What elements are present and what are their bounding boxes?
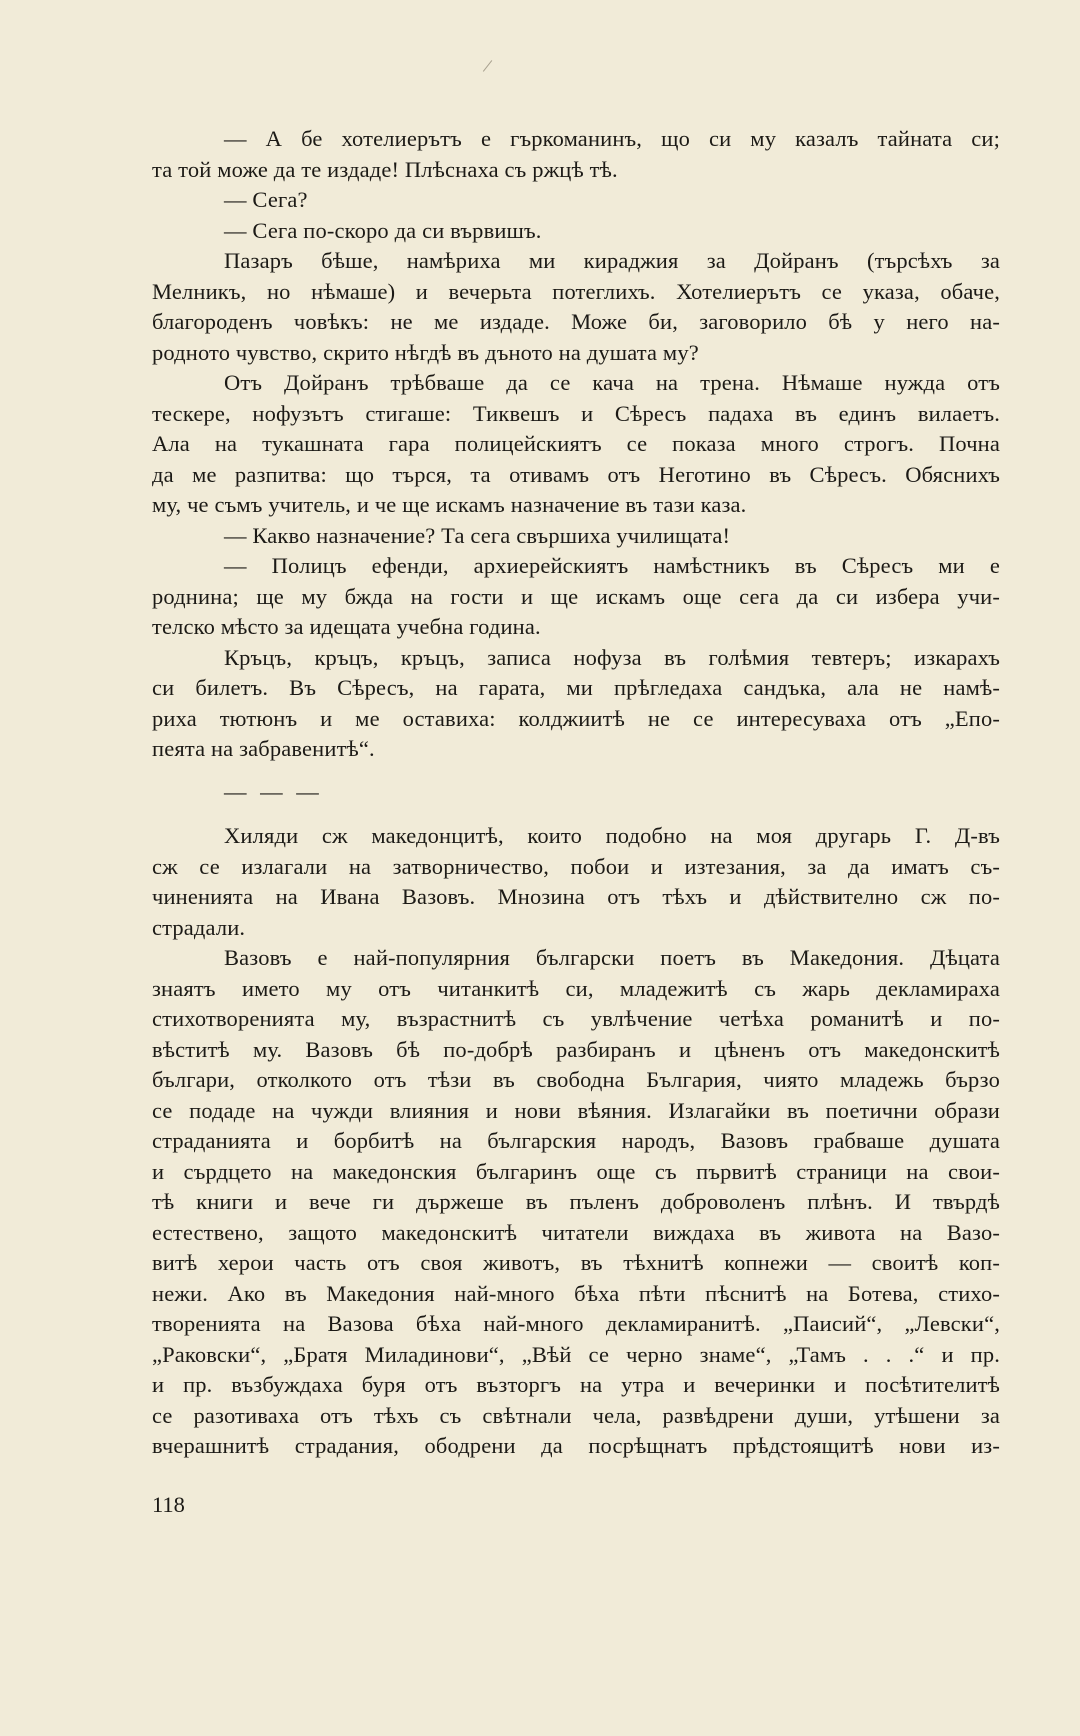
text-line: вчерашнитѣ страдания, ободрени да посрѣщнатъ прѣдстоящитѣ нови из-: [152, 1433, 1000, 1458]
text-line: — Сега по-скоро да си вървишъ.: [224, 217, 542, 243]
text-line: сж се излагали на затворничество, побои и изтезания, за да иматъ съ-: [152, 853, 1000, 879]
text-line: и сърдцето на македонския българинъ още съ първитѣ страници на свои-: [152, 1158, 1000, 1184]
text-line: нежи. Ако въ Македония най-много бѣха пѣти пѣснитѣ на Ботева, стихо-: [152, 1280, 1000, 1306]
text-line: се подаде на чужди влияния и нови вѣяния. Излагайки въ поетични образи: [152, 1097, 1000, 1123]
text-line: Пазаръ бѣше, намѣриха ми кираджия за Дойранъ (търсѣхъ за: [224, 248, 1000, 273]
text-line: му, че съмъ учитель, и че ще искамъ назначение въ тази каза.: [152, 492, 747, 517]
text-line: благороденъ човѣкъ: не ме издаде. Може би, заговорило бѣ у него на-: [152, 309, 1000, 334]
text-line: да ме разпитва: що търся, та отивамъ отъ Неготино въ Сѣресъ. Обяснихъ: [152, 461, 1000, 487]
text-line: витѣ херои часть отъ своя животъ, въ тѣхнитѣ копнежи — своитѣ коп-: [152, 1250, 1000, 1275]
text-line: пеята на забравенитѣ“.: [152, 736, 375, 761]
text-line: вѣститѣ му. Вазовъ бѣ по-добрѣ разбиранъ и цѣненъ отъ македонскитѣ: [152, 1036, 1000, 1062]
text-line: българи, отколкото отъ тѣзи въ свободна България, чиято младежь бързо: [152, 1067, 1000, 1092]
section-separator: — — —: [224, 778, 323, 804]
text-line: Мелникъ, но нѣмаше) и вечерьта потеглихъ. Хотелиерътъ се указа, обаче,: [152, 278, 1000, 304]
text-line: Ала на тукашната гара полицейскиятъ се показа много строгъ. Почна: [152, 431, 1000, 456]
text-line: тескере, нофузътъ стигаше: Тиквешъ и Сѣресъ падаха въ единъ вилаетъ.: [152, 400, 1000, 426]
text-line: — Полицъ ефенди, архиерейскиятъ намѣстникъ въ Сѣресъ ми е: [224, 553, 1000, 578]
text-line: естествено, защото македонскитѣ читатели виждаха въ живота на Вазо-: [152, 1219, 1000, 1245]
text-line: страданията и борбитѣ на българския народъ, Вазовъ грабваше душата: [152, 1128, 1000, 1153]
text-line: телско мѣсто за идещата учебна година.: [152, 614, 541, 639]
text-line: Вазовъ е най-популярния български поетъ въ Македония. Дѣцата: [224, 945, 1000, 970]
text-line: — Сега?: [224, 187, 308, 212]
text-line: роднина; ще му бжда на гости и ще искамъ още сега да си избера учи-: [152, 583, 1000, 609]
text-line: Хиляди сж македонцитѣ, които подобно на моя другарь Г. Д-въ: [224, 823, 1000, 848]
text-line: Кръцъ, кръцъ, кръцъ, записа нофуза въ голѣмия тевтеръ; изкарахъ: [224, 644, 1000, 670]
text-line: — А бе хотелиерътъ е гъркоманинъ, що си му казалъ тайната си;: [224, 126, 1000, 151]
text-line: и пр. възбуждаха буря отъ възторгъ на утра и вечеринки и посѣтителитѣ: [152, 1372, 1000, 1397]
page-body-text: [152, 124, 1000, 1462]
text-line: родното чувство, скрито нѣгдѣ въ дъното на душата му?: [152, 339, 699, 365]
text-line: страдали.: [152, 914, 246, 940]
text-line: — Какво назначение? Та сега свършиха училищата!: [224, 522, 731, 548]
text-line: тѣ книги и вече ги държеше въ пъленъ доброволенъ плѣнъ. И твърдѣ: [152, 1189, 1000, 1214]
text-line: риха тютюнъ и ме оставиха: колджиитѣ не се интересуваха отъ „Епо-: [152, 705, 1000, 731]
text-line: си билетъ. Въ Сѣресъ, на гарата, ми прѣгледаха сандъка, ала не намѣ-: [152, 675, 1000, 700]
text-line: се разотиваха отъ тѣхъ съ свѣтнали чела, развѣдрени души, утѣшени за: [152, 1402, 1000, 1428]
pencil-mark: [483, 60, 500, 78]
text-line: „Раковски“, „Братя Миладинови“, „Вѣй се черно знаме“, „Тамъ . . .“ и пр.: [152, 1341, 1000, 1367]
text-line: знаятъ името му отъ читанкитѣ си, младежитѣ съ жарь декламираха: [152, 975, 1000, 1001]
text-line: творенията на Вазова бѣха най-много декламиранитѣ. „Паисий“, „Левски“,: [152, 1311, 1000, 1336]
page-number: 118: [152, 1492, 185, 1517]
text-line: та той може да те издаде! Плѣснаха съ ржцѣ тѣ.: [152, 156, 618, 182]
text-line: стихотворенията му, възрастнитѣ съ увлѣчение четѣха романитѣ и по-: [152, 1006, 1000, 1031]
text-line: чиненията на Ивана Вазовъ. Мнозина отъ тѣхъ и дѣйствително сж по-: [152, 884, 1000, 909]
text-line: Отъ Дойранъ трѣбваше да се кача на трена. Нѣмаше нужда отъ: [224, 370, 1000, 395]
